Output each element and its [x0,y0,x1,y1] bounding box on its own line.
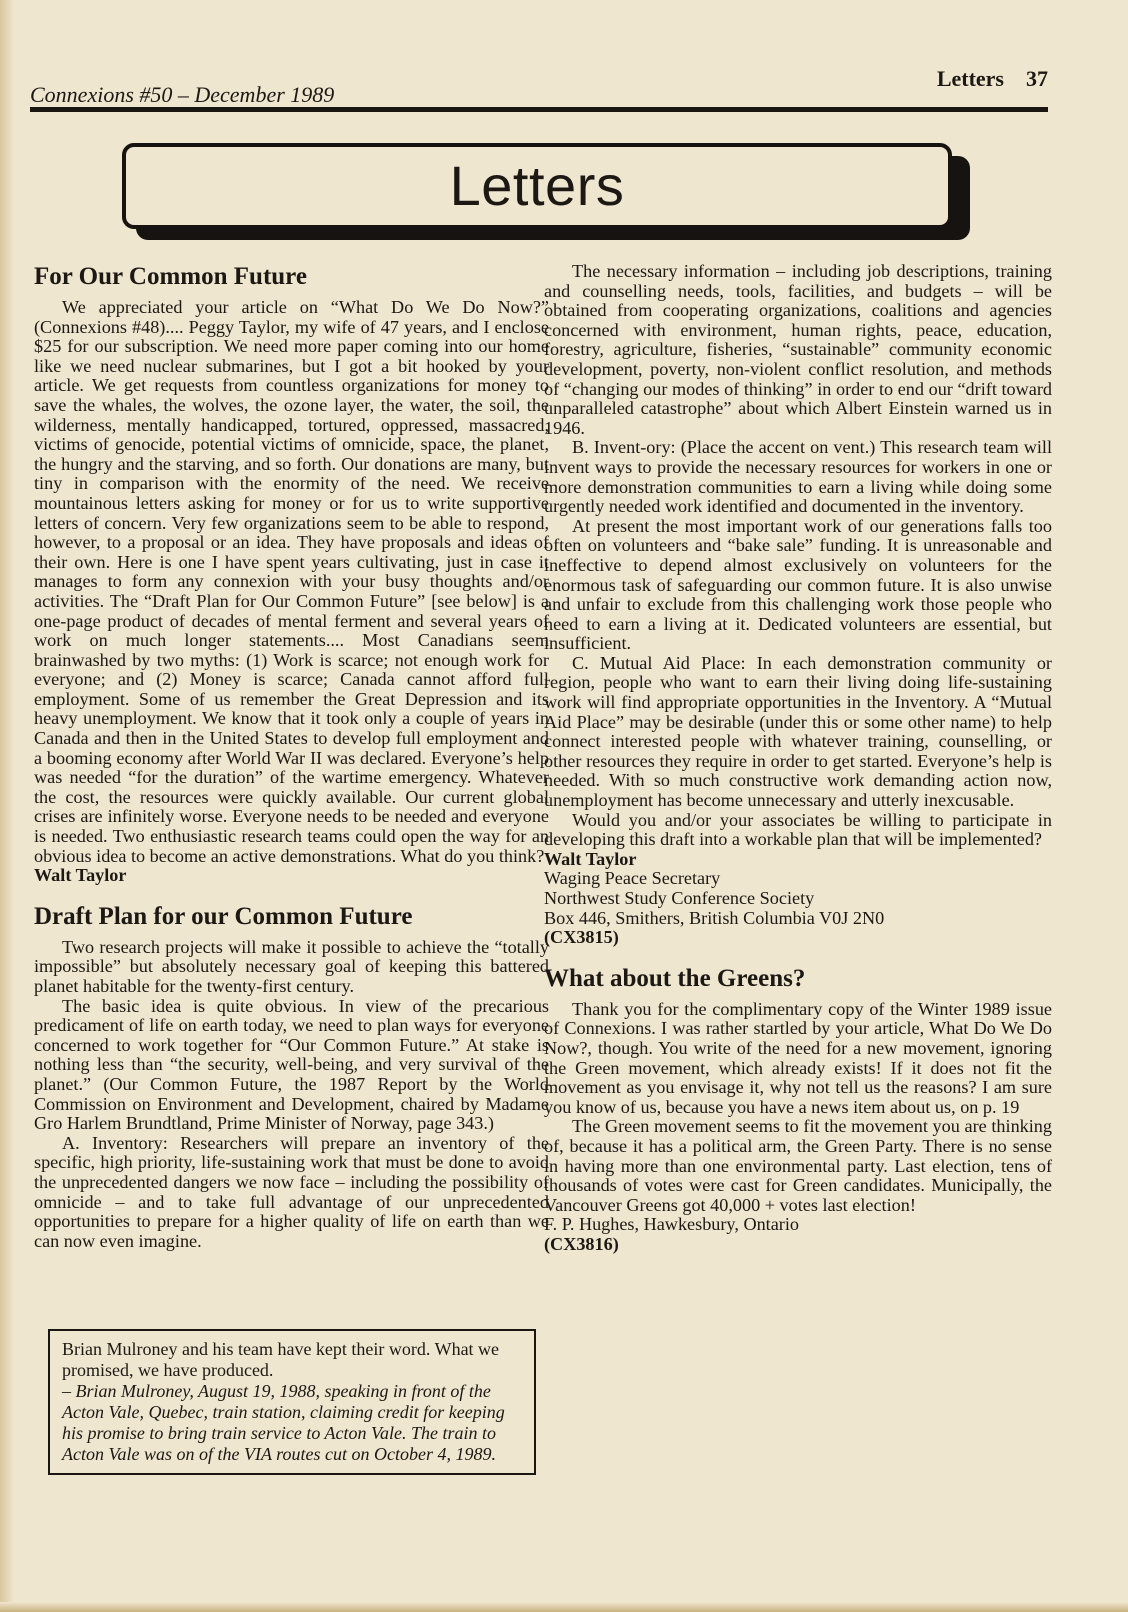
page-edge-bottom [0,1602,1128,1612]
letter-paragraph: The basic idea is quite obvious. In view of the precarious predicament of life on earth today, we need to plan ways for everyone concerned to work together for “Our Common Future.” At stake is nothing less than “the security, well-being, and very survival of the planet.” (Our Common Future, the 1987 Report by the World Commission on Environment and Development, chaired by Madame Gro Harlem Brundtland, Prime Minister of Norway, page 343.) [34,995,549,1134]
letter-title: For Our Common Future [34,263,307,290]
letter-paragraph: B. Invent-ory: (Place the accent on vent.) This research team will invent ways to provide the necessary resources for workers in one or more demonstration communities to earn a living while doing some urgently needed work identified and documented in the inventory. [544,437,1052,517]
banner-title: Letters [449,154,625,217]
quote-text: Brian Mulroney and his team have kept their word. What we promised, we have produced. [62,1339,500,1380]
left-column [34,262,549,1251]
right-column [544,262,1052,1255]
letter-paragraph: Would you and/or your associates be willing to participate in developing this draft into a workable plan that will be implemented? [544,809,1052,850]
letter-paragraph: Thank you for the complimentary copy of the Winter 1989 issue of Connexions. I was rather startled by your article, What Do We Do Now?, though. You write of the need for a new movement, ignoring the Green movement, which already exists! If it does not fit the movement as you envisage it, why not tell us the reasons? I am sure you know of us, because you have a news item about us, on p. 19 [544,998,1052,1117]
section-label: Letters [936,66,1004,91]
page-number: 37 [1026,66,1048,91]
letter-title: Draft Plan for our Common Future [34,902,413,930]
quote-attribution: – Brian Mulroney, August 19, 1988, speaking in front of the Acton Vale, Quebec, train station, claiming credit for keeping his promise to bring train service to Acton Vale. The train to Acton Vale was on of the VIA routes cut on October 4, 1989. [62,1381,505,1464]
letter-signature: F. P. Hughes, Hawkesbury, Ontario [544,1214,799,1235]
letter-paragraph: The Green movement seems to fit the movement you are thinking of, because it has a political arm, the Green Party. There is no sense in having more than one environmental party. Last election, tens of thousands of votes were cast for Green candidates. Municipally, the Vancouver Greens got 40,000 + votes last election! [544,1116,1052,1215]
address-block [544,869,1052,928]
letter-signature: Walt Taylor [34,865,127,886]
section-and-page [937,66,1048,92]
letter-code: (CX3815) [544,927,619,948]
address-line: Box 446, Smithers, British Columbia V0J 2N0 [544,907,885,928]
header-rule [30,107,1048,112]
letter-signature: Walt Taylor [544,848,637,869]
letter-paragraph: C. Mutual Aid Place: In each demonstration community or region, people who want to earn their living doing life-sustaining work will find appropriate opportunities in the Inventory. A “Mutual Aid Place” may be desirable (under this or some other name) to help connect interested people with whatever training, counselling, or other resources they require in order to get started. Everyone’s help is needed. With so much constructive work demanding action now, unemployment has become unnecessary and utterly inexcusable. [544,652,1052,811]
letter-paragraph: A. Inventory: Researchers will prepare an inventory of the specific, high priority, life-sustaining work that must be done to avoid the unprecedented dangers we now face – including the possibility of omnicide – and to take full advantage of our unprecedented opportunities to prepare for a higher quality of life on earth than we can now even imagine. [34,1132,549,1251]
letter-paragraph: Two research projects will make it possible to achieve the “totally impossible” but absolutely necessary goal of keeping this battered planet habitable for the twenty-first century. [34,936,549,996]
address-line: Northwest Study Conference Society [544,888,815,908]
publication-line: Connexions #50 – December 1989 [30,82,335,107]
quote-box [48,1329,536,1475]
letter-paragraph: At present the most important work of our generations falls too often on volunteers and “bake sale” funding. It is unreasonable and ineffective to depend almost exclusively on volunteers for the enormous task of safeguarding our common future. It is also unwise and unfair to exclude from this challenging work those people who need to earn a living at it. Dedicated volunteers are essential, but insufficient. [544,515,1052,654]
address-line: Waging Peace Secretary [544,868,721,889]
letter-code: (CX3816) [544,1233,619,1254]
letter-paragraph: The necessary information – including job descriptions, training and counselling needs, tools, facilities, and budgets – will be obtained from cooperating organizations, coalitions and agencies concerned with environment, human rights, peace, education, forestry, agriculture, fisheries, “sustainable” community economic development, poverty, non-violent conflict resolution, and methods of “changing our modes of thinking” in order to end our “drift toward unparalleled catastrophe” about which Albert Einstein warned us in 1946. [544,261,1052,438]
section-banner [122,143,952,229]
letter-title: What about the Greens? [544,964,806,992]
running-head [30,64,1048,107]
letter-paragraph: We appreciated your article on “What Do We Do Now?” (Connexions #48).... Peggy Taylor, my wife of 47 years, and I enclose $25 for our subscription. We need more paper coming into our home like we need nuclear submarines, but I got a bit hooked by your article. We get requests from countless organizations for money to save the whales, the wolves, the ozone layer, the water, the soil, the wilderness, mentally handicapped, tortured, oppressed, massacred, victims of genocide, potential victims of omnicide, space, the planet, the hungry and the starving, and so forth. Our donations are many, but tiny in comparison with the enormity of the need. We receive mountainous letters asking for money or for us to write supportive letters of concern. Very few organizations seem to be able to respond, however, to a proposal or an idea. They have proposals and ideas of their own. Here is one I have spent years cultivating, just in case it manages to form any connexion with your busy thoughts and/or activities. The “Draft Plan for Our Common Future” [see below] is a one-page product of decades of mental ferment and several years of work on much longer statements.... Most Canadians seem brainwashed by two myths: (1) Work is scarce; not enough work for everyone; and (2) Money is scarce; Canada cannot afford full employment. Some of us remember the Great Depression and its heavy unemployment. We know that it took only a couple of years in Canada and then in the United States to develop full employment and a booming economy after World War II was declared. Everyone’s help was needed “for the duration” of the wartime emergency. Whatever the cost, the resources were quickly available. Our current global crises are infinitely worse. Everyone needs to be needed and everyone is needed. Two enthusiastic research teams could open the way for an obvious idea to become an active demonstrations. What do you think? [34,297,549,866]
page-edge [0,0,14,1612]
